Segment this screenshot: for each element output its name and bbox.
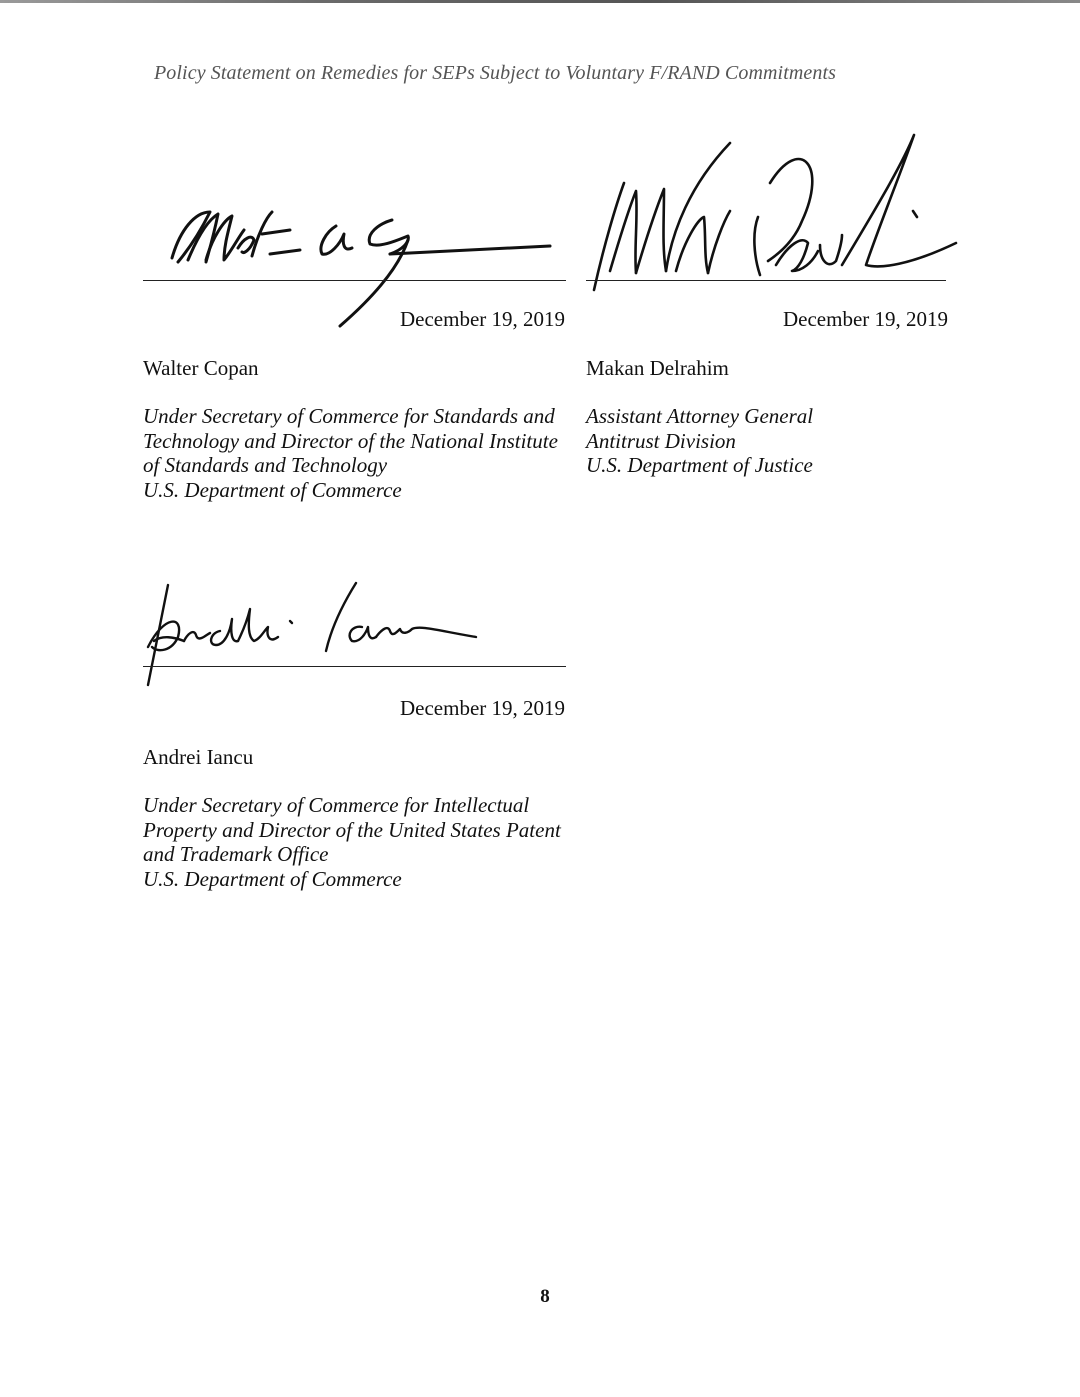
running-header: Policy Statement on Remedies for SEPs Subject to Voluntary F/RAND Commitments xyxy=(153,62,837,84)
signature-line-iancu xyxy=(143,666,566,667)
signer-name-copan: Walter Copan xyxy=(143,356,259,380)
title-line: Assistant Attorney General xyxy=(586,404,814,428)
signature-date-copan: December 19, 2019 xyxy=(400,307,566,331)
signer-title-delrahim xyxy=(586,404,813,478)
signature-line-copan xyxy=(143,280,566,281)
title-line: Under Secretary of Commerce for Intellectual xyxy=(143,793,530,817)
title-line: U.S. Department of Commerce xyxy=(143,866,402,891)
signature-delrahim xyxy=(580,125,970,300)
title-line: Technology and Director of the National Institute xyxy=(143,428,558,453)
title-line: U.S. Department of Justice xyxy=(586,453,813,477)
title-line: Property and Director of the United States Patent xyxy=(143,817,561,842)
signature-iancu xyxy=(140,575,500,690)
title-line: U.S. Department of Commerce xyxy=(143,477,402,502)
title-line: of Standards and Technology xyxy=(143,453,388,477)
scan-top-edge xyxy=(0,0,1080,3)
title-line: Antitrust Division xyxy=(586,428,736,453)
signer-name-delrahim: Makan Delrahim xyxy=(586,356,729,380)
title-line: Under Secretary of Commerce for Standards and xyxy=(143,404,555,428)
signature-line-delrahim xyxy=(586,280,946,281)
signer-title-iancu xyxy=(143,793,561,891)
title-line: and Trademark Office xyxy=(143,842,329,866)
signature-date-iancu: December 19, 2019 xyxy=(400,696,566,720)
signature-date-delrahim: December 19, 2019 xyxy=(783,307,949,331)
signer-title-copan xyxy=(143,404,558,502)
signer-name-iancu: Andrei Iancu xyxy=(143,745,254,769)
page-number: 8 xyxy=(540,1286,550,1307)
